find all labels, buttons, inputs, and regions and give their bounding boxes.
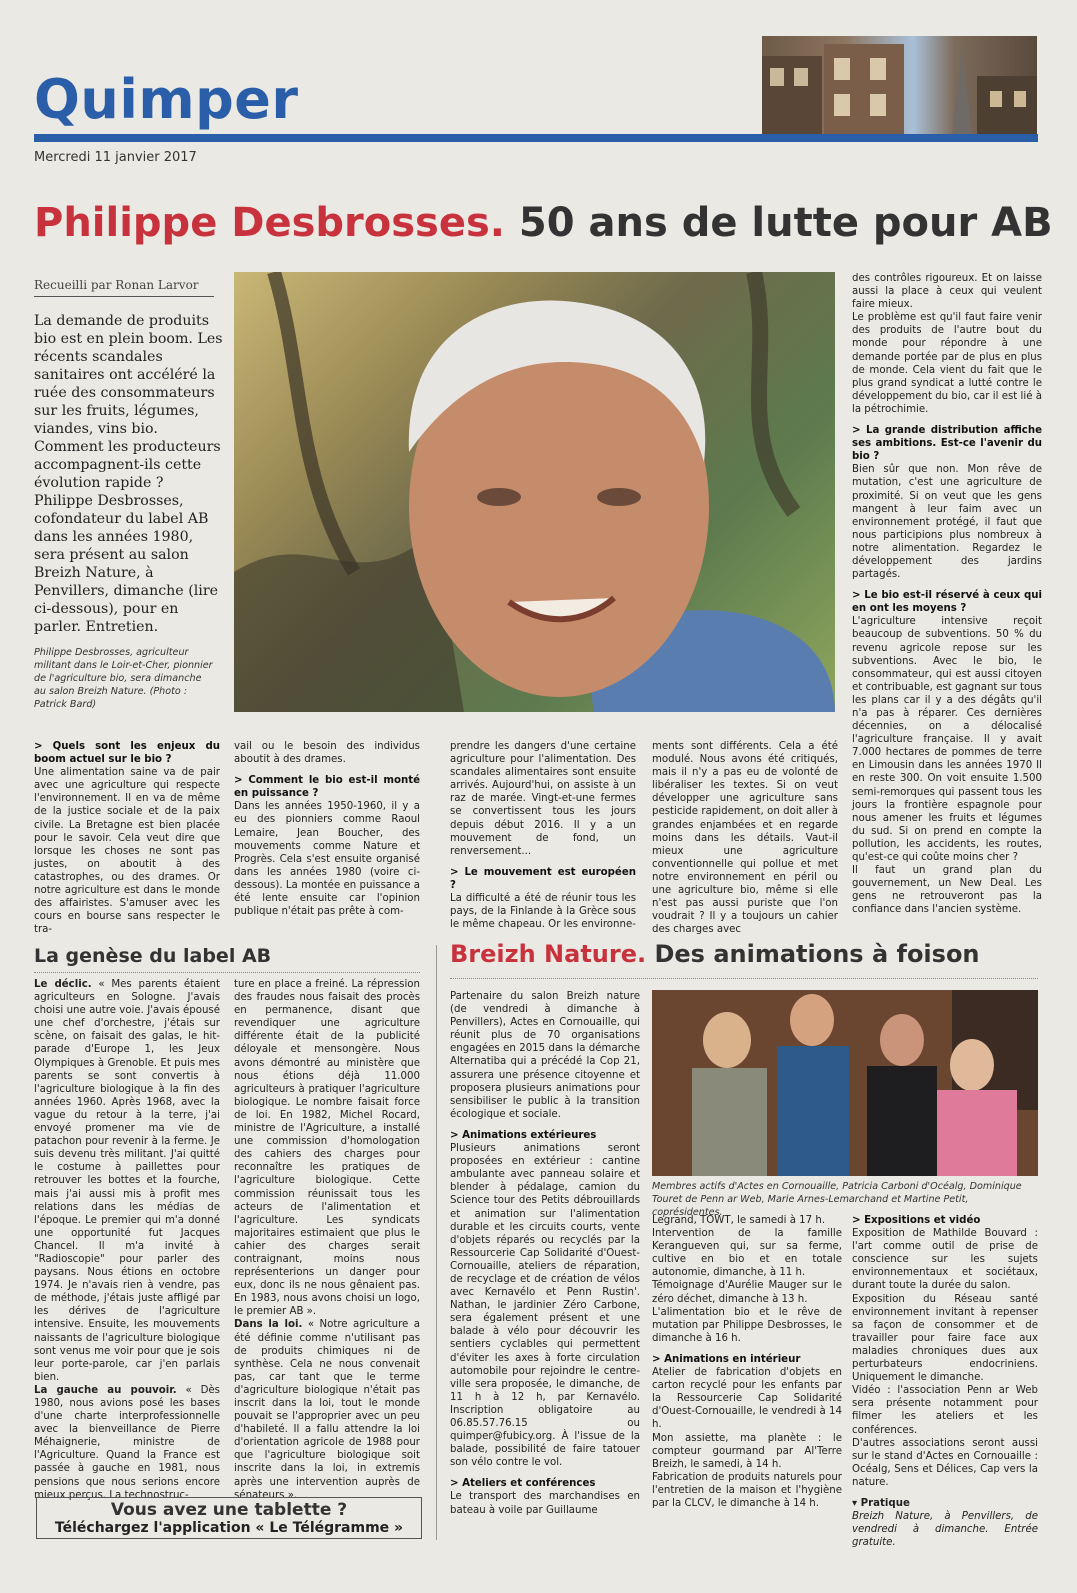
issue-date: Mercredi 11 janvier 2017 (34, 150, 197, 165)
question-growth: > Comment le bio est-il monté en puissance ? (234, 774, 420, 800)
heading-workshops: > Ateliers et conférences (450, 1477, 640, 1490)
heading-indoor: > Animations en intérieur (652, 1353, 842, 1366)
answer-europe: La difficulté a été de réunir tous les pays, de la Finlande à la Grèce sous le même chapeau. Or les environne- (450, 893, 636, 931)
breizh-title-rest: Des animations à foison (654, 940, 980, 968)
right-para-2: Le problème est qu'il faut faire venir des produits de l'autre bout du monde pour répondre à une demande portée par de plus en plus de monde. Cela vient du fait que le plus grand syndicat a lutté contre le développement du bio, car il est lié à la pétrochimie. (852, 312, 1042, 415)
pratique-text: Breizh Nature, à Penvillers, de vendredi à dimanche. Entrée gratuite. (852, 1511, 1038, 1549)
genese-text-declic: « Mes parents étaient agriculteurs en Sologne. J'avais choisi une autre voie. J'avais épousé une chef d'orchestre, j'étais sur scène, on faisait des galas, le hit-parade d'Europe 1, les Jeux Olympiques à Grenoble. Et puis mes parents se sont convertis à l'agriculture biologique à la fin des années 1960. Après 1968, avec la vague du retour à la terre, j'ai envoyé promener ma vie de patachon pour revenir à la ferme. Je suis devenu très militant. J'ai quitté le costume à paillettes pour retrouver les bottes et la fourche, mais j'ai aussi mis à profit mes relations dans les médias de l'époque. Le premier qui m'a donné une opportunité fut Jacques Chancel. Il m'a invité à "Radioscopie" pour parler des paysans. Nous étions en octobre 1974. Je n'avais rien à vendre, pas de méthode, j'étais juste affligé par les dérives de l'agriculture intensive. Ensuite, les mouvements naissants de l'agriculture biologique sont venus me voir pour que je sois leur porte-parole, car j'en parlais bien. (34, 979, 220, 1383)
answer-stakes: Une alimentation saine va de pair avec une agriculture qui respecte l'environnement. Il en va de même de la justice sociale et de la paix civile. La Bretagne est bien placée pour le savoir. Cela veut dire que lorsque les choses ne sont pas justes, on aboutit à des catastrophes, ou des drames. Or notre agriculture est dans le monde des affairistes. S'amuser avec les cours en bourse sans respecter le tra- (34, 767, 220, 936)
genese-text-gauche: « Dès 1980, nous avions posé les bases d'une charte interprofessionnelle avec la bienveillance de Pierre Méhaignerie, ministre de l'Agriculture. Quand la France est passée à gauche en 1981, nous pensions que nous serions encore mieux perçus. La technostruc- (34, 1384, 220, 1501)
genese-title: La genèse du label AB (34, 945, 272, 967)
genese-para-declic (34, 978, 220, 1384)
breizh-intro: Partenaire du salon Breizh nature (de vendredi à dimanche à Penvillers), Actes en Cornouaille, qui réunit plus de 70 organisations engagées en 2015 dans la démarche Alternatiba qui a précédé la Cop 21, assurera une présence citoyenne et proposera plusieurs animations pour sensibiliser le public à la transition écologique et sociale. (450, 991, 640, 1120)
article-headline (34, 200, 1053, 246)
tablet-promo-line1: Vous avez une tablette ? (110, 1500, 348, 1520)
question-distribution: > La grande distribution affiche ses ambitions. Est-ce l'avenir du bio ? (852, 424, 1042, 463)
other-associations: D'autres associations seront aussi sur le stand d'Actes en Cornouaille : Océalg, Sens et Délices, Cap vers la nature. (852, 1437, 1038, 1488)
genese-lead-gauche: La gauche au pouvoir. (34, 1384, 177, 1396)
talk-towt: Legrand, TOWT, le samedi à 17 h. (652, 1215, 826, 1226)
indoor-carton: Atelier de fabrication d'objets en carton recyclé pour les enfants par la Ressourcerie Cap Solidarité d'Ouest-Cornouaille, le vendredi à 14 h. (652, 1367, 842, 1431)
expo-bouvard: Exposition de Mathilde Bouvard : l'art comme outil de prise de conscience sur les sujets environnementaux et sociétaux, durant toute la durée du salon. (852, 1228, 1038, 1292)
pratique-heading-text: Pratique (860, 1497, 910, 1509)
genese-para-gauche (34, 1384, 220, 1502)
portrait-image (234, 272, 835, 712)
talk-desbrosses: L'alimentation bio et le rêve de mutation par Philippe Desbrosses, le dimanche à 16 h. (652, 1306, 842, 1344)
talk-mauger: Témoignage d'Aurélie Mauger sur le zéro déchet, dimanche à 13 h. (652, 1280, 842, 1305)
answer-europe-cont: ments sont différents. Cela a été modulé. Nous avons été critiqués, mais il n'y a pas eu de volonté de libéraliser les textes. Si on veut développer une agriculture sans pesticide rapidement, on doit aller à grandes enjambées et en regarde moins dans les détails. Vaut-il mieux une agriculture conventionnelle qui pollue et met notre environnement en péril ou une agriculture bio, même si elle n'est pas aussi puriste que l'on voudrait ? Il y a toujours un cahier des charges avec (652, 741, 838, 936)
video-pennarweb: Vidéo : l'association Penn ar Web sera présente notamment pour filmer les ateliers et les conférences. (852, 1385, 1038, 1436)
breizh-rule (450, 978, 1038, 979)
indoor-assiette: Mon assiette, ma planète : le compteur gourmand par Al'Terre Breizh, le samedi, à 14 h. (652, 1432, 842, 1470)
answer-growth: Dans les années 1950-1960, il y a eu des pionniers comme Raoul Lemaire, Jean Boucher, des mouvements comme Nature et Progrès. Cela s'est ensuite organisé dans les années 1980 (voire ci-dessous). La montée en puissance a été lente ensuite car l'opinion publique n'était pas prête à com- (234, 801, 420, 918)
answer-distribution: Bien sûr que non. Mon rêve de mutation, c'est une agriculture de proximité. Si on veut que les gens mangent à leur faim avec un environnement protégé, il faut que nous participions plus nombreux à notre alimentation. Regardez le développement des jardins partagés. (852, 464, 1042, 581)
question-europe: > Le mouvement est européen ? (450, 866, 636, 892)
interview-col-2 (234, 740, 420, 918)
answer-new-deal: Il faut un grand plan du gouvernement, un New Deal. Les gens ne retrouveront pas la confiance dans l'ancien système. (852, 865, 1042, 916)
group-image (652, 990, 1038, 1176)
outdoor-text: Plusieurs animations seront proposées en extérieur : cantine ambulante avec panneau solaire et blender à pédalage, camion du Science tour des Petits débrouillards et animation sur l'alimentation durable et les circuits courts, vente d'objets réparés ou recyclés par la Ressourcerie Cap Solidarité d'Ouest-Cornouaille, ateliers de réparation, de recyclage et de création de vélos avec Kernavélo et Penn Rustin'. Nathan, le jardinier Zéro Carbone, sera également présent et une balade à vélo pour découvrir les sentiers cyclables qui permettent d'éviter les axes à forte circulation automobile pour rejoindre le centre-ville sera proposée, le dimanche, de 11 h à 12 h, par Kernavélo. Inscription obligatoire au 06.85.57.76.15 ou quimper@fubicy.org. À l'issue de la balade, possibilité de faire tatouer son vélo contre le vol. (450, 1143, 640, 1469)
indoor-produits: Fabrication de produits naturels pour l'entretien de la maison et l'hygiène par la CLCV, le dimanche à 14 h. (652, 1471, 842, 1509)
headline-name: Philippe Desbrosses. (34, 200, 505, 246)
heading-expos: > Expositions et vidéo (852, 1214, 1038, 1227)
genese-col-2 (234, 978, 420, 1502)
masthead-rule (34, 134, 1038, 142)
byline: Recueilli par Ronan Larvor (34, 278, 214, 297)
masthead-photo (762, 36, 1037, 136)
genese-para-repression: ture en place a freiné. La répression des fraudes nous faisait des procès en permanence, disant que revendiquer une agriculture différente était de la publicité déloyale et mensongère. Nous avons démontré au ministère que nous étions déjà 11.000 agriculteurs à pratiquer l'agriculture biologique. Le nombre faisait force de loi. En 1982, Michel Rocard, ministre de l'Agriculture, a installé une commission d'homologation des cahiers des charges pour reconnaître les pratiques de l'agriculture biologique. Cette commission réunissait tous les acteurs de l'alimentation et l'agriculture. Les syndicats majoritaires estimaient que plus le cahier des charges serait contraignant, moins nous représenterions un danger pour eux, donc ils ne nous gênaient pas. En 1983, nous avons choisi un logo, le premier AB ». (234, 979, 420, 1318)
genese-lead-loi: Dans la loi. (234, 1319, 303, 1331)
section-divider (436, 945, 437, 1540)
group-photo-caption: Membres actifs d'Actes en Cornouaille, Patricia Carboni d'Océalg, Dominique Touret de Penn ar Web, Marie Arnes-Lemarchand et Martine Petit, coprésidentes. (652, 1181, 1022, 1218)
breizh-col-3 (852, 1214, 1038, 1549)
masthead-title: Quimper (34, 68, 299, 131)
pratique-heading: ▾ Pratique (852, 1497, 910, 1509)
group-photo (652, 990, 1038, 1176)
interview-col-4 (652, 740, 838, 936)
genese-lead-declic: Le déclic. (34, 979, 92, 990)
breizh-title-name: Breizh Nature. (450, 940, 647, 968)
workshops-text: Le transport des marchandises en bateau à voile par Guillaume (450, 1491, 640, 1516)
answer-means: L'agriculture intensive reçoit beaucoup de subventions. 50 % du revenu agricole repose sur les subventions. Avec le bio, le consommateur, qui est aussi citoyen et contribuable, est gagnant sur tous les plans car il y a des dégâts qu'il n'a pas à réparer. Ces dernières décennies, on a délocalisé l'agriculture française. Il y avait 7.000 hectares de pommes de terre en Limousin dans les années 1970 Il en reste 300. On voit ensuite 1.500 semi-remorques qui passent tous les jours la frontière espagnole pour nous amener les fruits et légumes du sud. Si on prend en compte la pollution, les accidents, les routes, qu'est-ce qui coûte moins cher ? (852, 616, 1042, 864)
genese-text-loi: « Notre agriculture a été définie comme n'utilisant pas de produits chimiques ni de synthèse. Cela ne nous convenait pas, car tant que le terme d'agriculture biologique n'était pas inscrit dans la loi, tout le monde pouvait se l'approprier avec un peu d'habileté. Il a fallu attendre la loi d'orientation agricole de 1988 pour que l'agriculture biologique soit inscrite dans la loi, in extremis après une intervention auprès de sénateurs ». (234, 1319, 420, 1501)
breizh-col-1 (450, 990, 640, 1517)
town-buildings-image (762, 36, 1037, 136)
question-stakes: > Quels sont les enjeux du boom actuel sur le bio ? (34, 740, 220, 766)
question-means: > Le bio est-il réservé à ceux qui en ont les moyens ? (852, 589, 1042, 615)
genese-col-1 (34, 978, 220, 1502)
interview-col-3 (450, 740, 636, 931)
photo-caption: Philippe Desbrosses, agriculteur militant dans le Loir-et-Cher, pionnier de l'agriculture bio, sera dimanche au salon Breizh Nature. (Photo : Patrick Bard) (34, 647, 213, 710)
genese-para-loi (234, 1318, 420, 1501)
breizh-col-2 (652, 1214, 842, 1510)
tablet-promo[interactable] (36, 1497, 422, 1539)
right-para-1: des contrôles rigoureux. Et on laisse aussi la place à ceux qui veulent faire mieux. (852, 273, 1042, 311)
article-intro: La demande de produits bio est en plein boom. Les récents scandales sanitaires ont accéléré la ruée des consommateurs sur les fruits, légumes, viandes, vins bio. Comment les producteurs accompagnent-ils cette évolution rapide ? Philippe Desbrosses, cofondateur du label AB dans les années 1980, sera présent au salon Breizh Nature, à Penvillers, dimanche (lire ci-dessous), pour en parler. Entretien. (34, 313, 223, 635)
headline-rest: 50 ans de lutte pour AB (518, 200, 1053, 246)
interview-col-1 (34, 740, 220, 936)
talk-kerangueven: Intervention de la famille Kerangueven qui, sur sa ferme, cultive en bio et en totale autonomie, dimanche, à 11 h. (652, 1228, 842, 1279)
heading-outdoor: > Animations extérieures (450, 1129, 640, 1142)
right-column (852, 272, 1042, 917)
expo-reseau: Exposition du Réseau santé environnement invitant à repenser sa façon de consommer et de travailler pour faire face aux maladies chroniques dues aux perturbateurs endocriniens. Uniquement le dimanche. (852, 1293, 1038, 1384)
genese-rule (34, 972, 420, 973)
answer-stakes-cont: vail ou le besoin des individus aboutit à des drames. (234, 741, 420, 766)
tablet-promo-line2: Téléchargez l'application « Le Télégramme » (54, 1520, 404, 1536)
answer-growth-cont: prendre les dangers d'une certaine agriculture pour l'alimentation. Des scandales alimentaires sont ensuite arrivés. Aujourd'hui, on assiste à un raz de marée. Vingt-et-une fermes se convertissent tous les jours depuis début 2016. Il y a un mouvement de fond, un renversement... (450, 741, 636, 857)
breizh-title (450, 940, 980, 968)
portrait-photo (234, 272, 835, 712)
